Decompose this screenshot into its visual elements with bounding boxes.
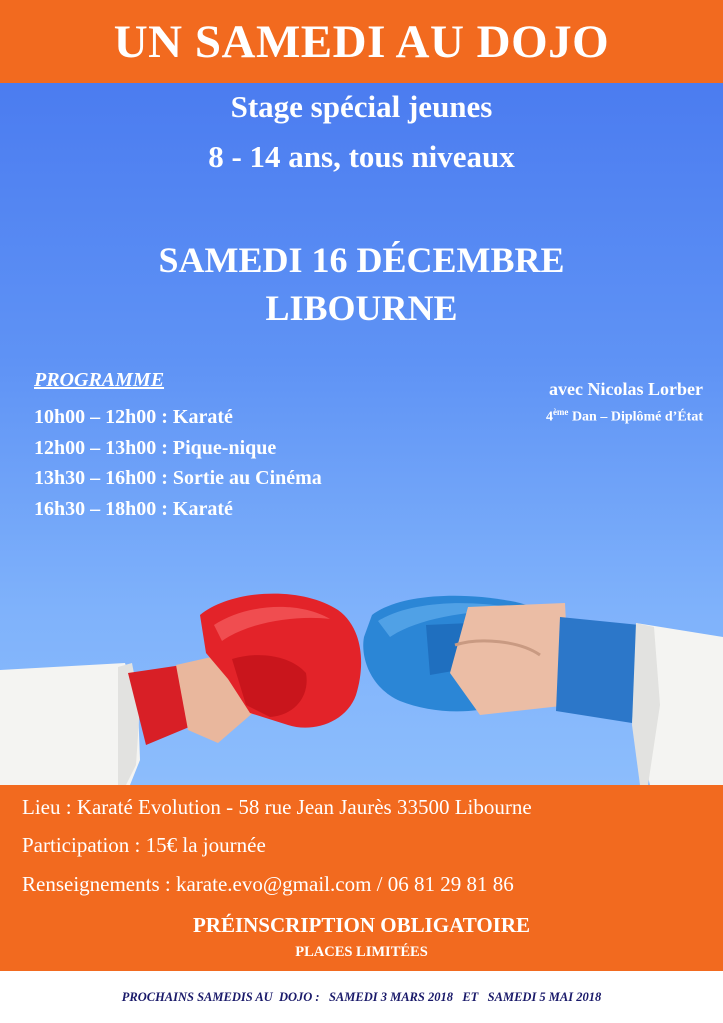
coach-rank	[546, 402, 703, 428]
poster-title-banner	[0, 0, 723, 83]
program-title: PROGRAMME	[34, 369, 165, 391]
coach-block	[546, 378, 703, 428]
price-text: Participation : 15€ la journée	[22, 833, 266, 857]
subtitle-line-1: Stage spécial jeunes	[230, 89, 493, 124]
venue-text: Lieu : Karaté Evolution - 58 rue Jean Jaurès 33500 Libourne	[22, 795, 532, 819]
program-item: 16h30 – 18h00 : Karaté	[34, 497, 233, 520]
karate-gloves-image	[0, 555, 723, 785]
program-item: 13h30 – 16h00 : Sortie au Cinéma	[34, 467, 322, 489]
contact-text: Renseignements : karate.evo@gmail.com / 06 81 29 81 86	[22, 872, 514, 896]
coach-rank-sup: ème	[552, 407, 569, 417]
next-dates-text: PROCHAINS SAMEDIS AU DOJO : SAMEDI 3 MARS 2018 ET SAMEDI 5 MAI 2018	[121, 989, 602, 1004]
poster-title: UN SAMEDI AU DOJO	[113, 15, 610, 68]
program-item: 12h00 – 13h00 : Pique-nique	[34, 436, 277, 459]
preregistration-notice: PRÉINSCRIPTION OBLIGATOIRE	[192, 913, 531, 937]
coach-name: avec Nicolas Lorber	[549, 379, 703, 399]
coach-rank-rest: Dan – Diplômé d’État	[568, 409, 703, 425]
program-item: 10h00 – 12h00 : Karaté	[34, 406, 233, 428]
coach-rank-number: 4	[545, 409, 553, 425]
program-list	[34, 402, 322, 524]
next-dates-footer	[0, 971, 723, 1023]
event-date: SAMEDI 16 DÉCEMBRE	[158, 240, 565, 280]
limited-places-notice: PLACES LIMITÉES	[295, 944, 428, 960]
subtitle-line-2: 8 - 14 ans, tous niveaux	[208, 139, 515, 174]
event-city: LIBOURNE	[265, 288, 458, 328]
